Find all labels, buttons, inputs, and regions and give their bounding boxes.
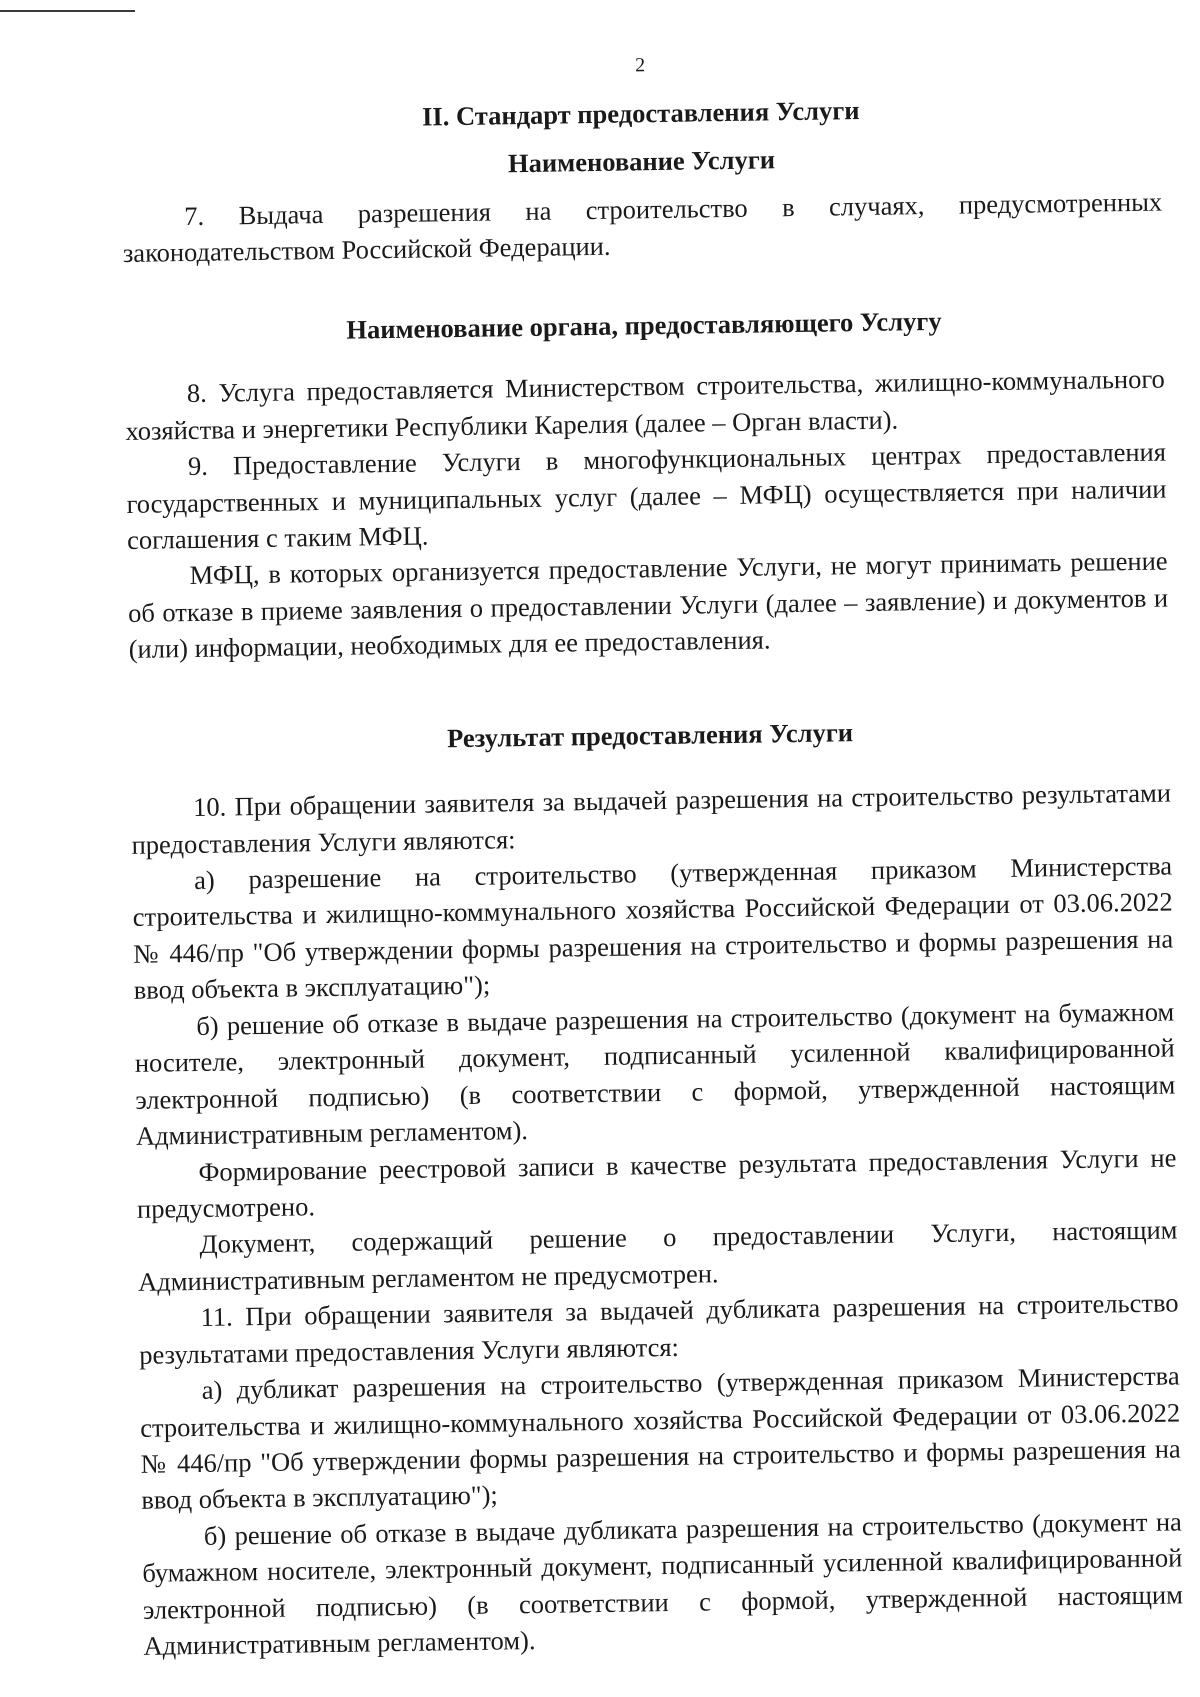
paragraph: МФЦ, в которых организуется предоставление Услуги, не могут принимать решение об отказе в приеме заявления о предоставлении Услуги (далее – заявление) и документов и (или) информации, необходимых для ее предоставления. — [127, 545, 1169, 665]
scan-edge-line — [0, 10, 135, 12]
paragraph: 10. При обращении заявителя за выдачей разрешения на строительство результатами предоставления Услуги являются: — [131, 777, 1172, 860]
paragraph: а) дубликат разрешения на строительство (утвержденная приказом Министерства строительства и жилищно-коммунального хозяйства Российской Федерации от 03.06.2022 № 446/пр "Об утверждении формы разрешения на строительство и формы разрешения на ввод объекта в эксплуатацию"); — [140, 1360, 1181, 1516]
section-authority-name — [124, 300, 1169, 667]
section-service-result — [130, 710, 1184, 1664]
paragraph: 8. Услуга предоставляется Министерством строительства, жилищно-коммунального хозяйства и энергетики Республики Карелия (далее – Орган власти). — [125, 363, 1166, 446]
paragraph: б) решение об отказе в выдаче дубликата разрешения на строительство (документ на бумажном носителе, электронный документ, подписанный усиленной квалифицированной электронной подписью) (в соответствии с формой, утвержденной настоящим Административным регламентом). — [142, 1506, 1184, 1662]
section-heading: Наименование Услуги — [507, 144, 776, 179]
paragraph: Документ, содержащий решение о предоставлении Услуги, настоящим Административным регламентом не предусмотрен. — [137, 1214, 1178, 1297]
paragraph: 11. При обращении заявителя за выдачей дубликата разрешения на строительство результатами предоставления Услуги являются: — [138, 1287, 1179, 1370]
paragraph: 7. Выдача разрешения на строительство в случаях, предусмотренных законодательством Российской Федерации. — [122, 186, 1163, 269]
document-body — [120, 47, 1184, 1665]
paragraph: б) решение об отказе в выдаче разрешения на строительство (документ на бумажном носителе, электронный документ, подписанный усиленной квалифицированной электронной подписью) (в соответствии с формой, утвержденной настоящим Административным регламентом). — [134, 996, 1176, 1151]
section-heading: Наименование органа, предоставляющего Услугу — [346, 305, 942, 345]
section-heading: Результат предоставления Услуги — [446, 716, 854, 753]
section-service-name — [121, 137, 1163, 272]
chapter-title: II. Стандарт предоставления Услуги — [421, 95, 860, 132]
paragraph: а) разрешение на строительство (утвержденная приказом Министерства строительства и жилищно-коммунального хозяйства Российской Федерации от 03.06.2022 № 446/пр "Об утверждении формы разрешения на строительство и формы разрешения на ввод объекта в эксплуатацию"); — [132, 850, 1174, 1006]
page-number: 2 — [634, 54, 646, 77]
paragraph: Формирование реестровой записи в качестве результата предоставления Услуги не предусмотрено. — [136, 1141, 1177, 1224]
paragraph: 9. Предоставление Услуги в многофункциональных центрах предоставления государственных и муниципальных услуг (далее – МФЦ) осуществляется при наличии соглашения с таким МФЦ. — [126, 436, 1167, 555]
